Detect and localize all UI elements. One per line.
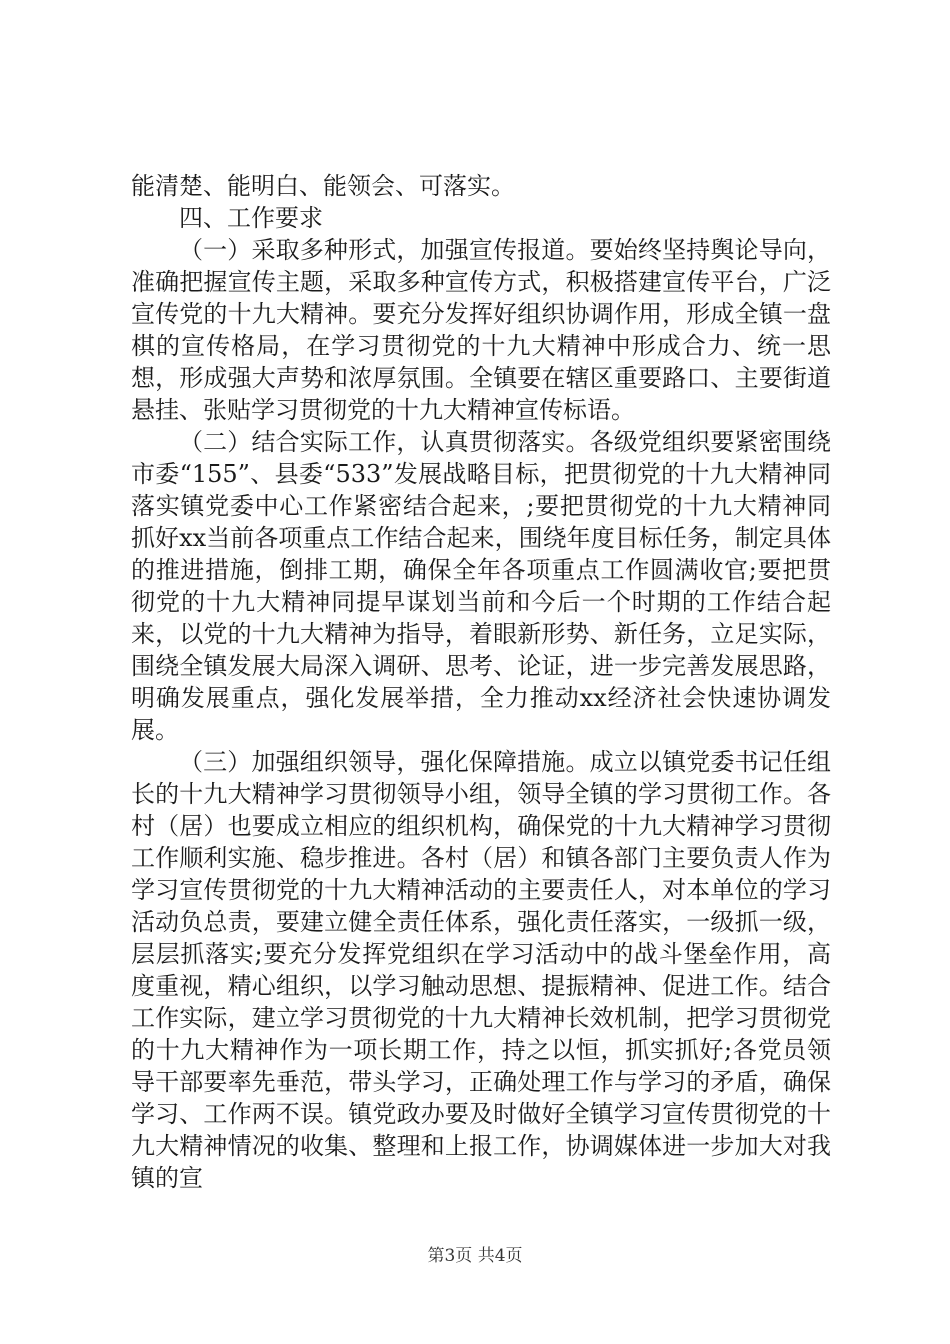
paragraph-continuation: 能清楚、能明白、能领会、可落实。 [131,172,515,200]
paragraph-item-3: （三）加强组织领导，强化保障措施。成立以镇党委书记任组长的十九大精神学习贯彻领导小组，领导全镇的学习贯彻工作。各村（居）也要成立相应的组织机构，确保党的十九大精神学习贯彻工作顺利实施、稳步推进。各村（居）和镇各部门主要负责人作为学习宣传贯彻党的十九大精神活动的主要责任人，对本单位的学习活动负总责，要建立健全责任体系，强化责任落实，一级抓一级，层层抓落实;要充分发挥党组织在学习活动中的战斗堡垒作用，高度重视，精心组织，以学习触动思想、提振精神、促进工作。结合工作实际，建立学习贯彻党的十九大精神长效机制，把学习贯彻党的十九大精神作为一项长期工作，持之以恒，抓实抓好;各党员领导干部要率先垂范，带头学习，正确处理工作与学习的矛盾，确保学习、工作两不误。镇党政办要及时做好全镇学习宣传贯彻党的十九大精神情况的收集、整理和上报工作，协调媒体进一步加大对我镇的宣 [131,748,831,1192]
document-body [131,170,831,1194]
section-heading-work-requirements: 四、工作要求 [179,204,323,232]
paragraph-item-2: （二）结合实际工作，认真贯彻落实。各级党组织要紧密围绕市委“155”、县委“533”发展战略目标，把贯彻党的十九大精神同落实镇党委中心工作紧密结合起来，;要把贯彻党的十九大精神同抓好xx当前各项重点工作结合起来，围绕年度目标任务，制定具体的推进措施，倒排工期，确保全年各项重点工作圆满收官;要把贯彻党的十九大精神同提早谋划当前和今后一个时期的工作结合起来，以党的十九大精神为指导，着眼新形势、新任务，立足实际，围绕全镇发展大局深入调研、思考、论证，进一步完善发展思路，明确发展重点，强化发展举措，全力推动xx经济社会快速协调发展。 [131,428,831,744]
page-footer: 第3页 共4页 [427,1246,523,1266]
paragraph-item-1: （一）采取多种形式，加强宣传报道。要始终坚持舆论导向，准确把握宣传主题，采取多种宣传方式，积极搭建宣传平台，广泛宣传党的十九大精神。要充分发挥好组织协调作用，形成全镇一盘棋的宣传格局，在学习贯彻党的十九大精神中形成合力、统一思想，形成强大声势和浓厚氛围。全镇要在辖区重要路口、主要街道悬挂、张贴学习贯彻党的十九大精神宣传标语。 [131,236,831,424]
